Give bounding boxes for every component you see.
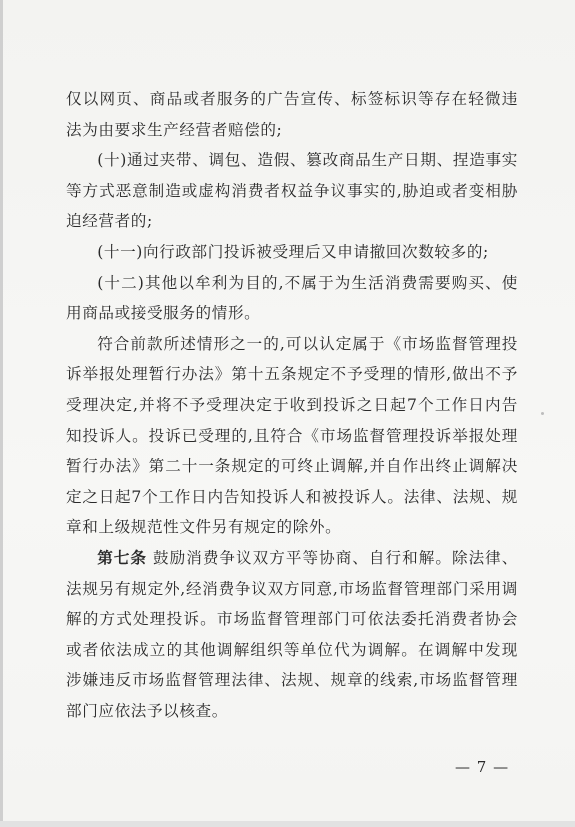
- paragraph-item-12: (十二)其他以牟利为目的,不属于为生活消费需要购买、使用商品或接受服务的情形。: [66, 273, 518, 323]
- scan-speck: [541, 412, 544, 415]
- article-7-paragraph: [66, 543, 518, 727]
- paragraph-continuation: 仅以网页、商品或者服务的广告宣传、标签标识等存在轻微违法为由要求生产经营者赔偿的;: [66, 90, 518, 139]
- paragraph-item-11: (十一)向行政部门投诉被受理后又申请撤回次数较多的;: [97, 242, 489, 261]
- scan-edge-left: [0, 0, 3, 827]
- article-7-text: 鼓励消费争议双方平等协商、自行和解。除法律、法规另有规定外,经消费争议双方同意,市场监督管理部门采用调解的方式处理投诉。市场监督管理部门可依法委托消费者协会或者依法成立的其他调解组织等单位代为调解。在调解中发现涉嫌违反市场监督管理法律、法规、规章的线索,市场监督管理部门应依法予以核查。: [66, 548, 518, 720]
- paragraph-item-10: (十)通过夹带、调包、造假、篡改商品生产日期、捏造事实等方式恶意制造或虚构消费者权益争议事实的,胁迫或者变相胁迫经营者的;: [66, 151, 518, 231]
- scan-edge-bottom: [0, 821, 575, 827]
- page-number: — 7 —: [455, 758, 510, 776]
- body-text: [66, 84, 518, 726]
- paragraph-determination: 符合前款所述情形之一的,可以认定属于《市场监督管理投诉举报处理暂行办法》第十五条规定不予受理的情形,做出不予受理决定,并将不予受理决定于收到投诉之日起7个工作日内告知投诉人。投诉已受理的,且符合《市场监督管理投诉举报处理暂行办法》第二十一条规定的可终止调解,并自作出终止调解决定之日起7个工作日内告知投诉人和被投诉人。法律、法规、规章和上级规范性文件另有规定的除外。: [66, 334, 518, 537]
- article-7-heading: 第七条: [97, 547, 148, 567]
